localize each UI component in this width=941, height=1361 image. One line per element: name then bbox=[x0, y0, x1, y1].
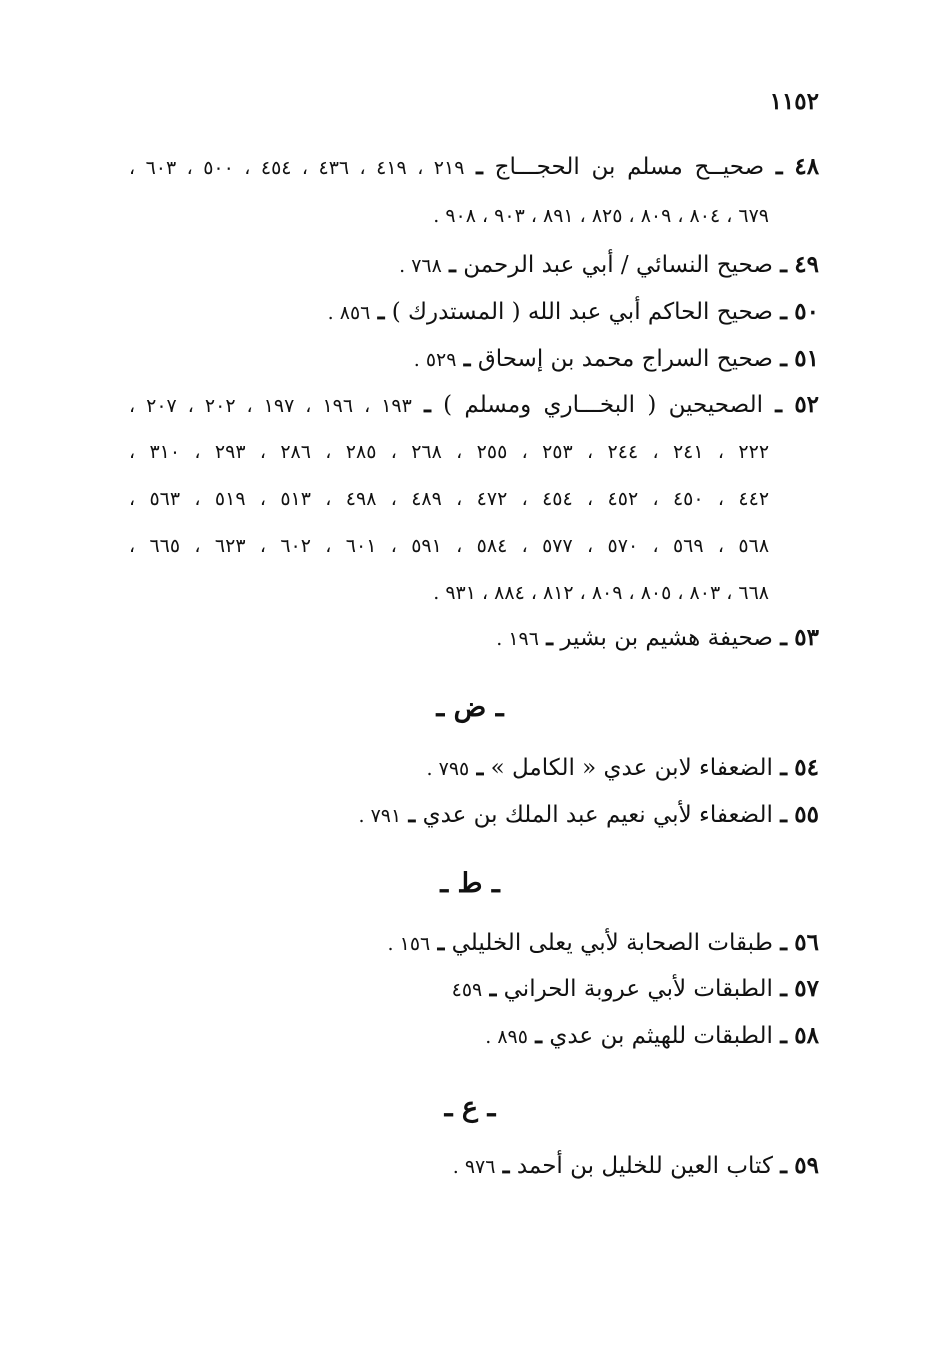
entry-53 bbox=[496, 623, 819, 654]
entry-number: ٥٣ bbox=[794, 624, 819, 651]
entry-separator: ـ bbox=[476, 754, 484, 781]
entry-title: صحيح النسائي / أبي عبد الرحمن bbox=[463, 252, 773, 278]
entry-separator: ـ bbox=[780, 1152, 787, 1179]
entry-separator: ـ bbox=[775, 391, 783, 418]
entry-51 bbox=[414, 344, 819, 375]
entry-separator: ـ bbox=[546, 624, 554, 651]
entry-number: ٥٢ bbox=[794, 391, 820, 418]
entry-separator: ـ bbox=[424, 391, 431, 418]
section-heading-ta: ـ ط ـ bbox=[440, 868, 500, 899]
entry-pages: ٩٧٦ . bbox=[452, 1156, 496, 1178]
entry-pages: ٢١٩ ، ٤١٩ ، ٤٣٦ ، ٤٥٤ ، ٥٠٠ ، ٦٠٣ ، bbox=[129, 157, 465, 179]
entry-title: الضعفاء لأبي نعيم عبد الملك بن عدي bbox=[422, 802, 773, 828]
entry-pages: ١٩٦ . bbox=[496, 628, 539, 650]
entry-pages: ٥٢٩ . bbox=[413, 349, 457, 371]
entry-number: ٥٥ bbox=[794, 801, 819, 828]
entry-title: الطبقات لأبي عروبة الحراني bbox=[503, 976, 773, 1002]
entry-pages: ١٥٦ . bbox=[387, 933, 431, 955]
entry-separator: ـ bbox=[780, 929, 787, 956]
entry-59 bbox=[453, 1151, 819, 1182]
entry-pages: ٨٩٥ . bbox=[485, 1026, 528, 1048]
entry-number: ٤٩ bbox=[794, 251, 819, 278]
page-number: ١١٥٢ bbox=[769, 88, 819, 115]
entry-number: ٥٧ bbox=[794, 975, 819, 1002]
entry-separator: ـ bbox=[780, 801, 787, 828]
entry-number: ٥٨ bbox=[794, 1022, 819, 1049]
entry-title: صحيح السراج محمد بن إسحاق bbox=[477, 346, 773, 372]
entry-title: كتاب العين للخليل بن أحمد bbox=[516, 1153, 773, 1179]
entry-58 bbox=[485, 1021, 819, 1052]
entry-separator: ـ bbox=[408, 801, 416, 828]
entry-separator: ـ bbox=[489, 975, 497, 1002]
entry-pages: ٧٦٨ . bbox=[399, 255, 442, 277]
entry-pages: ٧٩١ . bbox=[358, 805, 402, 827]
entry-title: الطبقات للهيثم بن عدي bbox=[549, 1023, 773, 1049]
entry-separator: ـ bbox=[502, 1152, 510, 1179]
entry-pages: ١٩٣ ، ١٩٦ ، ١٩٧ ، ٢٠٢ ، ٢٠٧ ، bbox=[129, 395, 412, 417]
entry-52-continuation: ٢٢٢ ، ٢٤١ ، ٢٤٤ ، ٢٥٣ ، ٢٥٥ ، ٢٦٨ ، ٢٨٥ ، ٢٨٦ ، ٢٩٣ ، ٣١٠ ، bbox=[129, 441, 770, 463]
entry-separator: ـ bbox=[775, 153, 783, 180]
entry-separator: ـ bbox=[449, 251, 456, 278]
entry-number: ٥٩ bbox=[794, 1152, 819, 1179]
entry-separator: ـ bbox=[463, 345, 471, 372]
entry-48 bbox=[129, 152, 819, 183]
entry-56 bbox=[388, 928, 819, 959]
entry-pages: ٤٥٩ bbox=[451, 979, 483, 1001]
entry-54 bbox=[427, 753, 819, 784]
entry-separator: ـ bbox=[535, 1022, 543, 1049]
entry-separator: ـ bbox=[437, 929, 445, 956]
entry-separator: ـ bbox=[780, 975, 787, 1002]
entry-pages: ٨٥٦ . bbox=[327, 302, 371, 324]
entry-52-continuation: ٦٦٨ ، ٨٠٣ ، ٨٠٥ ، ٨٠٩ ، ٨١٢ ، ٨٨٤ ، ٩٣١ . bbox=[433, 582, 769, 604]
entry-number: ٥٦ bbox=[794, 929, 819, 956]
entry-separator: ـ bbox=[780, 298, 787, 325]
entry-48-continuation: ٦٧٩ ، ٨٠٤ ، ٨٠٩ ، ٨٢٥ ، ٨٩١ ، ٩٠٣ ، ٩٠٨ . bbox=[433, 205, 769, 227]
entry-separator: ـ bbox=[377, 298, 385, 325]
entry-52-continuation: ٥٦٨ ، ٥٦٩ ، ٥٧٠ ، ٥٧٧ ، ٥٨٤ ، ٥٩١ ، ٦٠١ ، ٦٠٢ ، ٦٢٣ ، ٦٦٥ ، bbox=[129, 535, 770, 557]
entry-57 bbox=[452, 974, 819, 1005]
entry-pages: ٧٩٥ . bbox=[426, 758, 470, 780]
entry-number: ٥٤ bbox=[794, 754, 819, 781]
entry-title: صحيفة هشيم بن بشير bbox=[560, 625, 773, 651]
entry-52-continuation: ٤٤٢ ، ٤٥٠ ، ٤٥٢ ، ٤٥٤ ، ٤٧٢ ، ٤٨٩ ، ٤٩٨ ، ٥١٣ ، ٥١٩ ، ٥٦٣ ، bbox=[129, 488, 770, 510]
entry-50 bbox=[328, 297, 819, 328]
entry-title: الصحيحين ( البخـــاري ومسلم ) bbox=[443, 392, 763, 418]
section-heading-dad: ـ ض ـ bbox=[436, 692, 504, 723]
entry-49 bbox=[399, 250, 819, 281]
entry-number: ٥١ bbox=[794, 345, 819, 372]
entry-55 bbox=[358, 800, 819, 831]
entry-separator: ـ bbox=[780, 251, 787, 278]
entry-title: الضعفاء لابن عدي « الكامل » bbox=[490, 755, 773, 781]
entry-title: صحيح الحاكم أبي عبد الله ( المستدرك ) bbox=[391, 299, 773, 325]
section-heading-ain: ـ ع ـ bbox=[444, 1092, 496, 1123]
entry-separator: ـ bbox=[780, 1022, 787, 1049]
entry-52 bbox=[129, 390, 819, 421]
entry-separator: ـ bbox=[780, 624, 787, 651]
entry-title: طبقات الصحابة لأبي يعلى الخليلي bbox=[451, 930, 773, 956]
entry-title: صحيــح مسلم بن الحجـــاج bbox=[494, 154, 765, 180]
entry-separator: ـ bbox=[476, 153, 483, 180]
entry-number: ٤٨ bbox=[794, 153, 820, 180]
entry-number: ٥٠ bbox=[794, 298, 819, 325]
entry-separator: ـ bbox=[780, 345, 787, 372]
entry-separator: ـ bbox=[780, 754, 787, 781]
